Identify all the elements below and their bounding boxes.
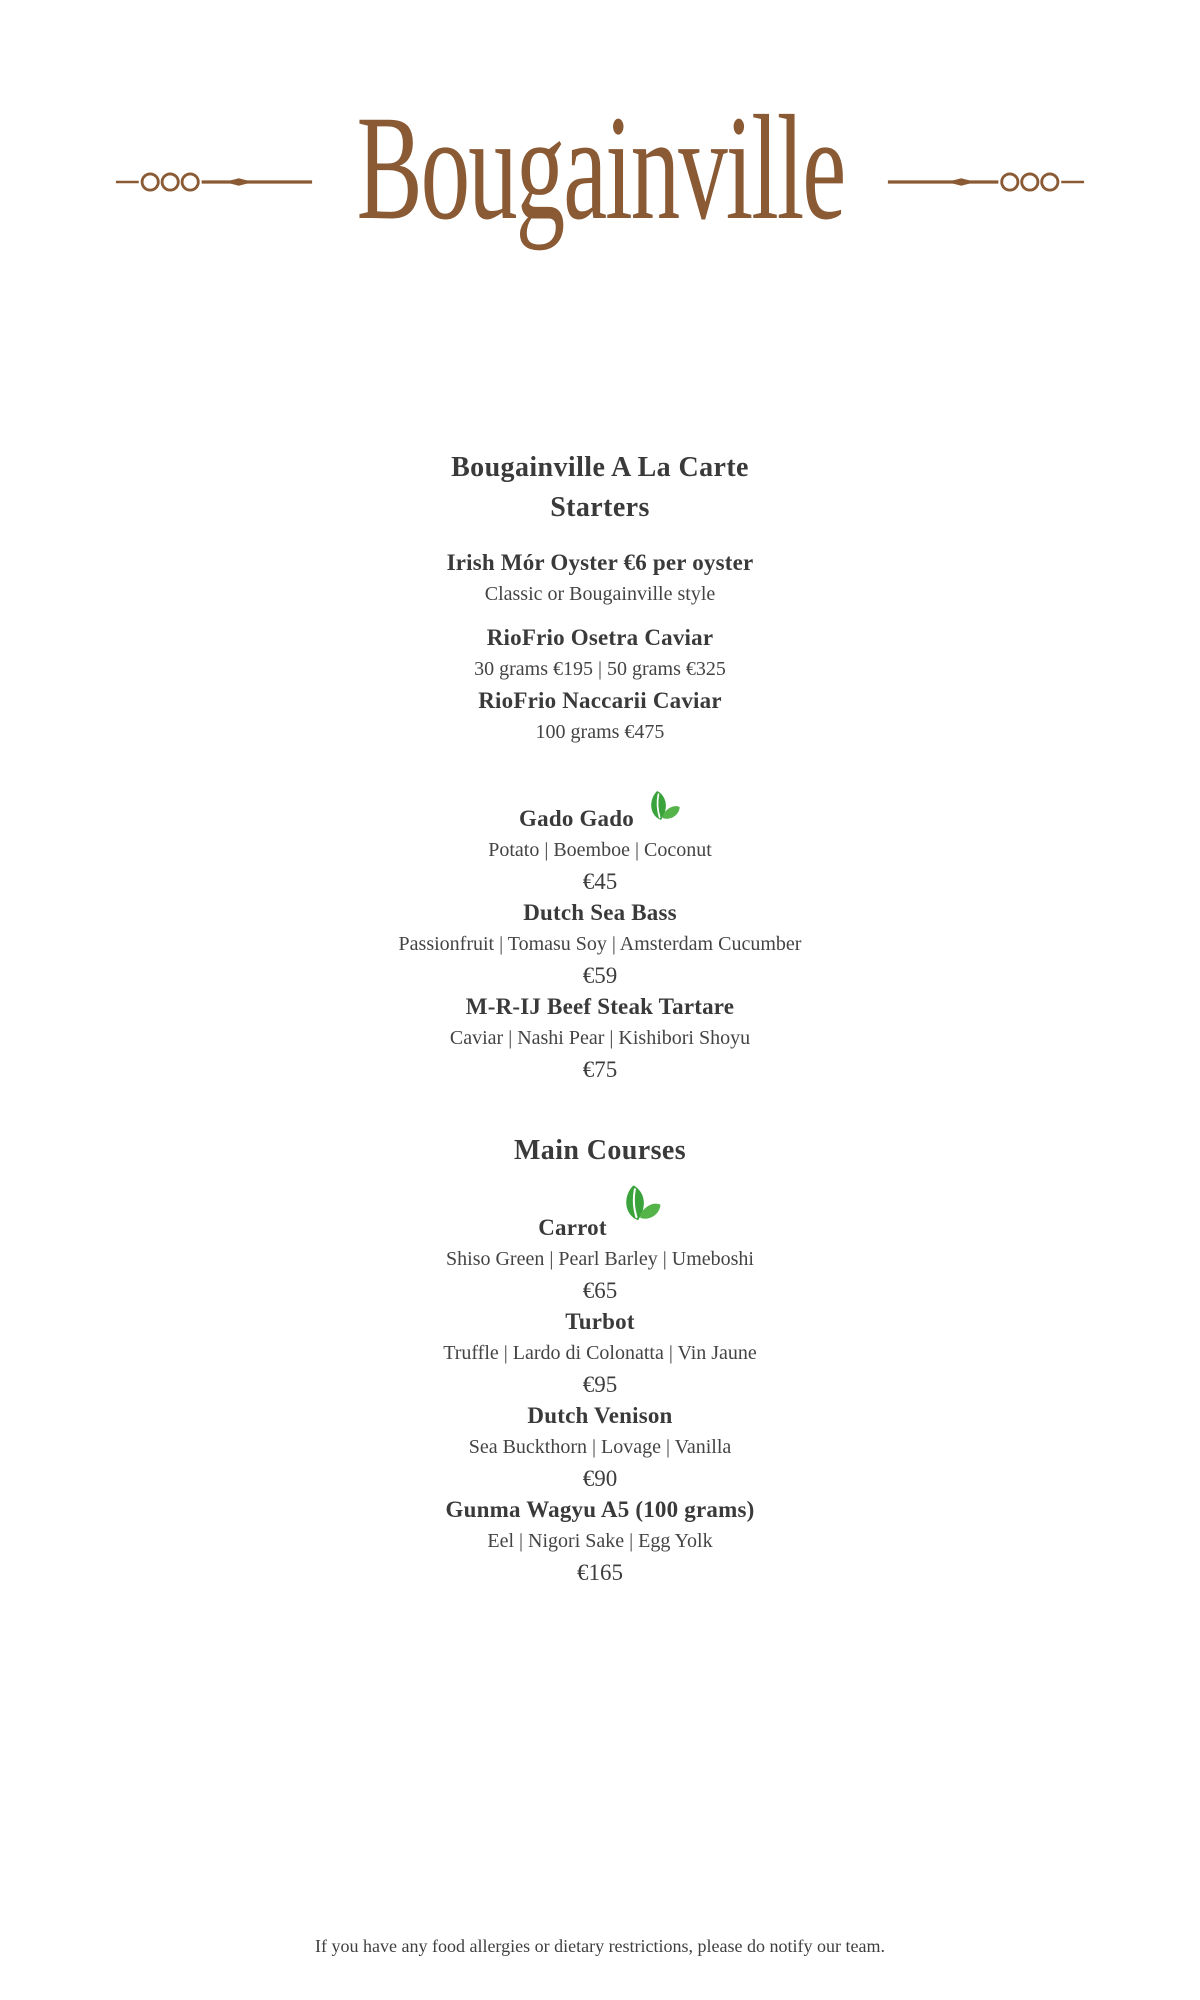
- item-desc: Truffle | Lardo di Colonatta | Vin Jaune: [443, 1342, 757, 1364]
- item-desc: Potato | Boemboe | Coconut: [488, 839, 712, 861]
- item-desc: Eel | Nigori Sake | Egg Yolk: [487, 1530, 713, 1552]
- menu-item-gado-gado: [190, 791, 1010, 897]
- item-desc: Sea Buckthorn | Lovage | Vanilla: [468, 1436, 732, 1458]
- menu-title: Bougainville A La Carte: [451, 452, 749, 483]
- menu-item-beef-steak-tartare: [190, 991, 1010, 1085]
- item-name: Gunma Wagyu A5 (100 grams): [445, 1497, 755, 1522]
- item-desc: Passionfruit | Tomasu Soy | Amsterdam Cucumber: [398, 933, 802, 955]
- menu-item-carrot: [190, 1193, 1010, 1306]
- vegetarian-leaf-icon: [641, 789, 681, 824]
- allergy-note: If you have any food allergies or dietary restrictions, please do notify our team.: [315, 1936, 885, 1956]
- item-name: Dutch Venison: [527, 1403, 673, 1428]
- item-desc: 100 grams €475: [535, 721, 665, 743]
- item-desc: Caviar | Nashi Pear | Kishibori Shoyu: [449, 1027, 751, 1049]
- logo-ornament-right-icon: [886, 169, 1086, 195]
- menu-item-dutch-venison: [190, 1400, 1010, 1494]
- menu-item-gunma-wagyu: [190, 1494, 1010, 1588]
- item-name: Turbot: [565, 1309, 635, 1334]
- menu-item-osetra-caviar: [190, 622, 1010, 685]
- logo-text: Bougainville: [356, 85, 844, 251]
- item-desc: Classic or Bougainville style: [484, 583, 716, 605]
- item-desc: 30 grams €195 | 50 grams €325: [474, 658, 726, 680]
- logo-ornament-left-icon: [114, 169, 314, 195]
- item-name: Gado Gado: [190, 791, 1010, 835]
- item-name: Irish Mór Oyster €6 per oyster: [446, 550, 754, 575]
- item-price: €59: [582, 963, 618, 988]
- item-name: Dutch Sea Bass: [523, 900, 677, 925]
- item-name: RioFrio Osetra Caviar: [486, 625, 714, 650]
- item-price: €95: [582, 1372, 618, 1397]
- menu-item-turbot: [190, 1306, 1010, 1400]
- menu-item-irish-mor-oyster: [190, 547, 1010, 610]
- item-desc: Shiso Green | Pearl Barley | Umeboshi: [446, 1248, 754, 1270]
- item-price: €90: [582, 1466, 618, 1491]
- vegetarian-leaf-icon: [614, 1183, 662, 1225]
- item-price: €45: [582, 869, 618, 894]
- section-heading-starters: Starters: [550, 492, 650, 523]
- menu-footer: [0, 1935, 1200, 1957]
- section-heading-main-courses: Main Courses: [513, 1135, 687, 1166]
- menu-item-naccarii-caviar: [190, 685, 1010, 748]
- item-name: Carrot: [190, 1193, 1010, 1244]
- item-name: M-R-IJ Beef Steak Tartare: [465, 994, 735, 1019]
- menu-content: [190, 244, 1010, 1588]
- item-price: €165: [577, 1560, 623, 1585]
- item-price: €75: [582, 1057, 618, 1082]
- item-price: €65: [582, 1278, 618, 1303]
- menu-item-dutch-sea-bass: [190, 897, 1010, 991]
- item-name: RioFrio Naccarii Caviar: [478, 688, 722, 713]
- restaurant-logo: [0, 0, 1200, 251]
